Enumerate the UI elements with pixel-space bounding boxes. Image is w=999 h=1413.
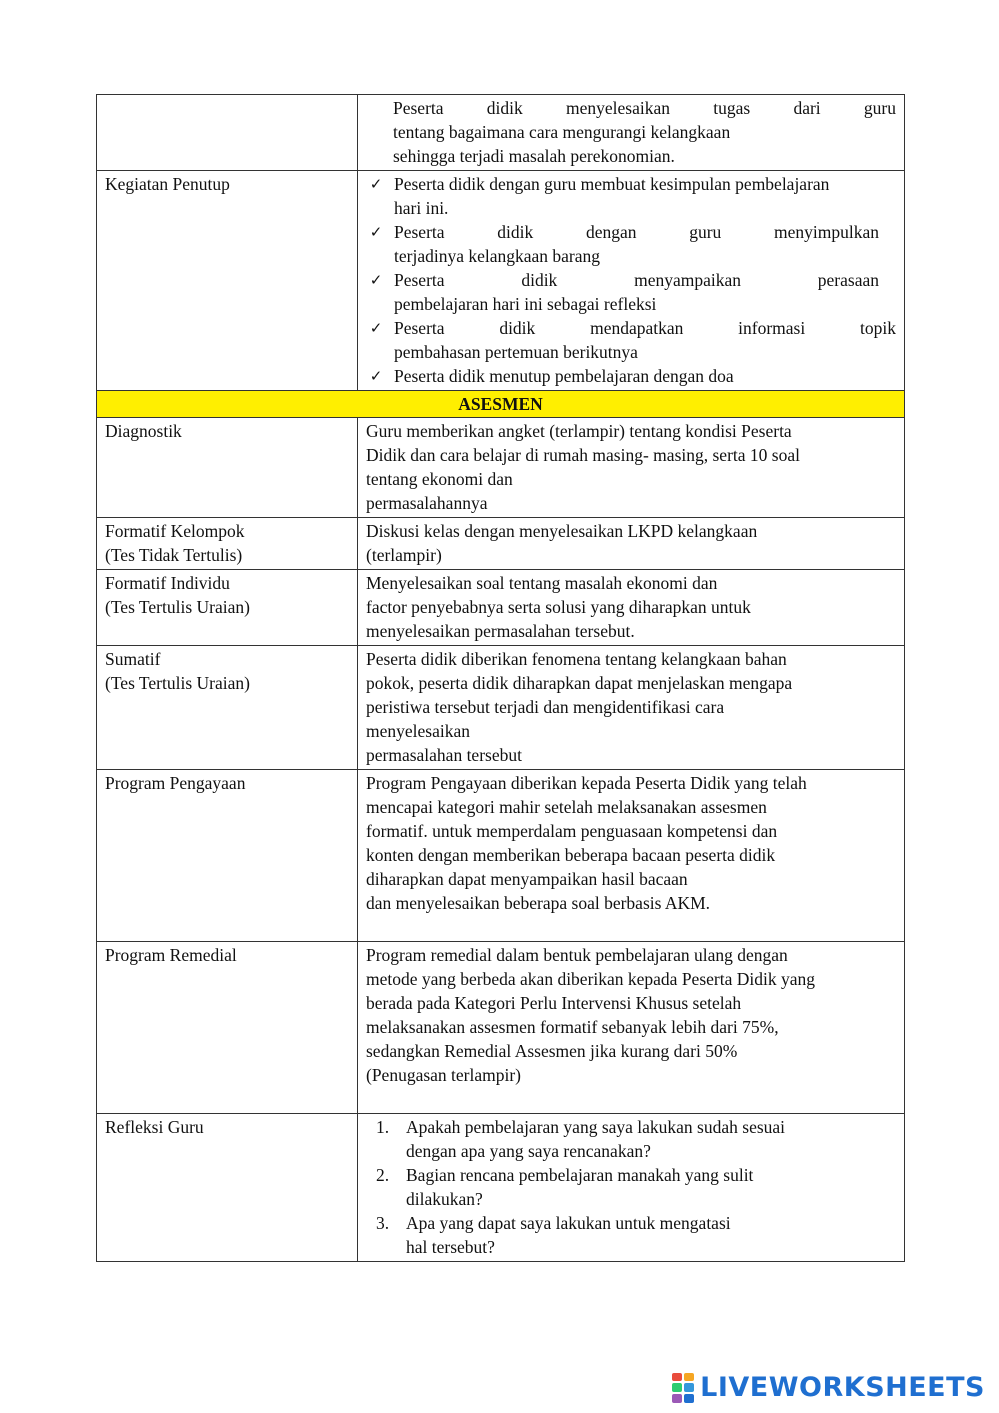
item-line-2: terjadinya kelangkaan barang (394, 246, 601, 266)
pengayaan-cell (358, 770, 905, 942)
text-line: pokok, peserta didik diharapkan dapat menjelaskan mengapa (366, 673, 793, 693)
text-line: menyelesaikan (366, 721, 470, 741)
table-row (97, 95, 905, 171)
item-number: 1. (376, 1117, 390, 1137)
text-line: mencapai kategori mahir setelah melaksanakan assesmen (366, 797, 767, 817)
label-line-1: Formatif Kelompok (105, 521, 245, 541)
item-line-2: pembelajaran hari ini sebagai refleksi (394, 294, 657, 314)
text-line: peristiwa tersebut terjadi dan mengidentifikasi cara (366, 697, 725, 717)
text-line: formatif. untuk memperdalam penguasaan kompetensi dan (366, 821, 778, 841)
list-item (366, 1211, 896, 1259)
table-row (97, 570, 905, 646)
label-line-2: (Tes Tertulis Uraian) (105, 597, 250, 617)
item-line-1: Bagian rencana pembelajaran manakah yang sulit (406, 1165, 754, 1185)
label-line-1: Diagnostik (105, 421, 182, 441)
text-line: konten dengan memberikan beberapa bacaan peserta didik (366, 845, 776, 865)
checkmark-icon: ✓ (369, 175, 383, 193)
item-line-1: Peserta didik dengan guru membuat kesimpulan pembelajaran (394, 174, 830, 194)
item-line-1: Peserta didik menyampaikan perasaan (394, 270, 879, 290)
remedial-cell (358, 942, 905, 1114)
table-row (97, 646, 905, 770)
list-item (366, 364, 896, 388)
list-item (366, 172, 896, 220)
text-line: sedangkan Remedial Assesmen jika kurang dari 50% (366, 1041, 738, 1061)
formatif-kelompok-cell (358, 518, 905, 570)
text-line: Menyelesaikan soal tentang masalah ekonomi dan (366, 573, 718, 593)
table-row (97, 1114, 905, 1262)
item-line-2: dengan apa yang saya rencanakan? (406, 1141, 651, 1161)
checkmark-icon: ✓ (369, 319, 383, 337)
text-line: Guru memberikan angket (terlampir) tentang kondisi Peserta (366, 421, 792, 441)
text-line: Diskusi kelas dengan menyelesaikan LKPD kelangkaan (366, 521, 758, 541)
text-line: Program remedial dalam bentuk pembelajaran ulang dengan (366, 945, 788, 965)
liveworksheets-logo[interactable] (672, 1372, 985, 1403)
label-line-2: (Tes Tidak Tertulis) (105, 545, 243, 565)
text-line: dan menyelesaikan beberapa soal berbasis AKM. (366, 893, 711, 913)
penutup-checklist (366, 172, 896, 388)
item-number: 3. (376, 1213, 390, 1233)
section-header: ASESMEN (97, 391, 905, 418)
diagnostik-cell (358, 418, 905, 518)
penutup-cell (358, 171, 905, 391)
label-line-1: Formatif Individu (105, 573, 230, 593)
document-page (96, 94, 904, 1262)
refleksi-list (366, 1115, 896, 1259)
list-item (366, 316, 896, 364)
item-line-1: Peserta didik menutup pembelajaran dengan doa (394, 366, 734, 386)
text-line: permasalahannya (366, 493, 488, 513)
item-line-1: Apa yang dapat saya lakukan untuk mengatasi (406, 1213, 731, 1233)
remedial-label (97, 942, 358, 1114)
formatif-individu-cell (358, 570, 905, 646)
list-item (366, 1163, 896, 1211)
task-line-3: sehingga terjadi masalah perekonomian. (393, 146, 675, 166)
brand-name: LIVEWORKSHEETS (700, 1372, 985, 1403)
item-line-2: pembahasan pertemuan berikutnya (394, 342, 638, 362)
text-line: menyelesaikan permasalahan tersebut. (366, 621, 635, 641)
list-item (366, 268, 896, 316)
checkmark-icon: ✓ (369, 271, 383, 289)
formatif-individu-label (97, 570, 358, 646)
label-line-1: Sumatif (105, 649, 161, 669)
text-line: melaksanakan assesmen formatif sebanyak lebih dari 75%, (366, 1017, 779, 1037)
item-line-1: Peserta didik dengan guru menyimpulkan (394, 222, 879, 242)
diagnostik-label (97, 418, 358, 518)
label-line-1: Program Remedial (105, 945, 237, 965)
text-line: diharapkan dapat menyampaikan hasil bacaan (366, 869, 688, 889)
text-line: (terlampir) (366, 545, 442, 565)
text-line: Didik dan cara belajar di rumah masing- masing, serta 10 soal (366, 445, 800, 465)
liveworksheets-logo-icon (672, 1373, 694, 1403)
text-line: berada pada Kategori Perlu Intervensi Khusus setelah (366, 993, 742, 1013)
penutup-label: Kegiatan Penutup (97, 171, 358, 391)
task-line-1: Peserta didik menyelesaikan tugas dari guru (393, 98, 896, 118)
list-item (366, 1115, 896, 1163)
label-line-1: Program Pengayaan (105, 773, 246, 793)
refleksi-cell (358, 1114, 905, 1262)
text-line: metode yang berbeda akan diberikan kepada Peserta Didik yang (366, 969, 815, 989)
text-line: Program Pengayaan diberikan kepada Peserta Didik yang telah (366, 773, 807, 793)
table-row (97, 418, 905, 518)
formatif-kelompok-label (97, 518, 358, 570)
list-item (366, 220, 896, 268)
label-line-2: (Tes Tertulis Uraian) (105, 673, 250, 693)
item-line-1: Apakah pembelajaran yang saya lakukan sudah sesuai (406, 1117, 786, 1137)
pengayaan-label (97, 770, 358, 942)
task-line-2: tentang bagaimana cara mengurangi kelangkaan (393, 122, 731, 142)
lesson-plan-table (96, 94, 905, 1262)
item-number: 2. (376, 1165, 390, 1185)
item-line-2: dilakukan? (406, 1189, 483, 1209)
section-header-row (97, 391, 905, 418)
checkmark-icon: ✓ (369, 223, 383, 241)
text-line: (Penugasan terlampir) (366, 1065, 522, 1085)
row-label-empty (97, 95, 358, 171)
table-row (97, 518, 905, 570)
item-line-2: hari ini. (394, 198, 449, 218)
checkmark-icon: ✓ (369, 367, 383, 385)
sumatif-label (97, 646, 358, 770)
table-row (97, 171, 905, 391)
text-line: tentang ekonomi dan (366, 469, 513, 489)
item-line-2: hal tersebut? (406, 1237, 495, 1257)
text-line: Peserta didik diberikan fenomena tentang kelangkaan bahan (366, 649, 787, 669)
table-row (97, 942, 905, 1114)
refleksi-label: Refleksi Guru (97, 1114, 358, 1262)
table-row (97, 770, 905, 942)
text-line: permasalahan tersebut (366, 745, 522, 765)
text-line: factor penyebabnya serta solusi yang diharapkan untuk (366, 597, 751, 617)
sumatif-cell (358, 646, 905, 770)
item-line-1: Peserta didik mendapatkan informasi topik (394, 318, 896, 338)
task-cell (358, 95, 905, 171)
